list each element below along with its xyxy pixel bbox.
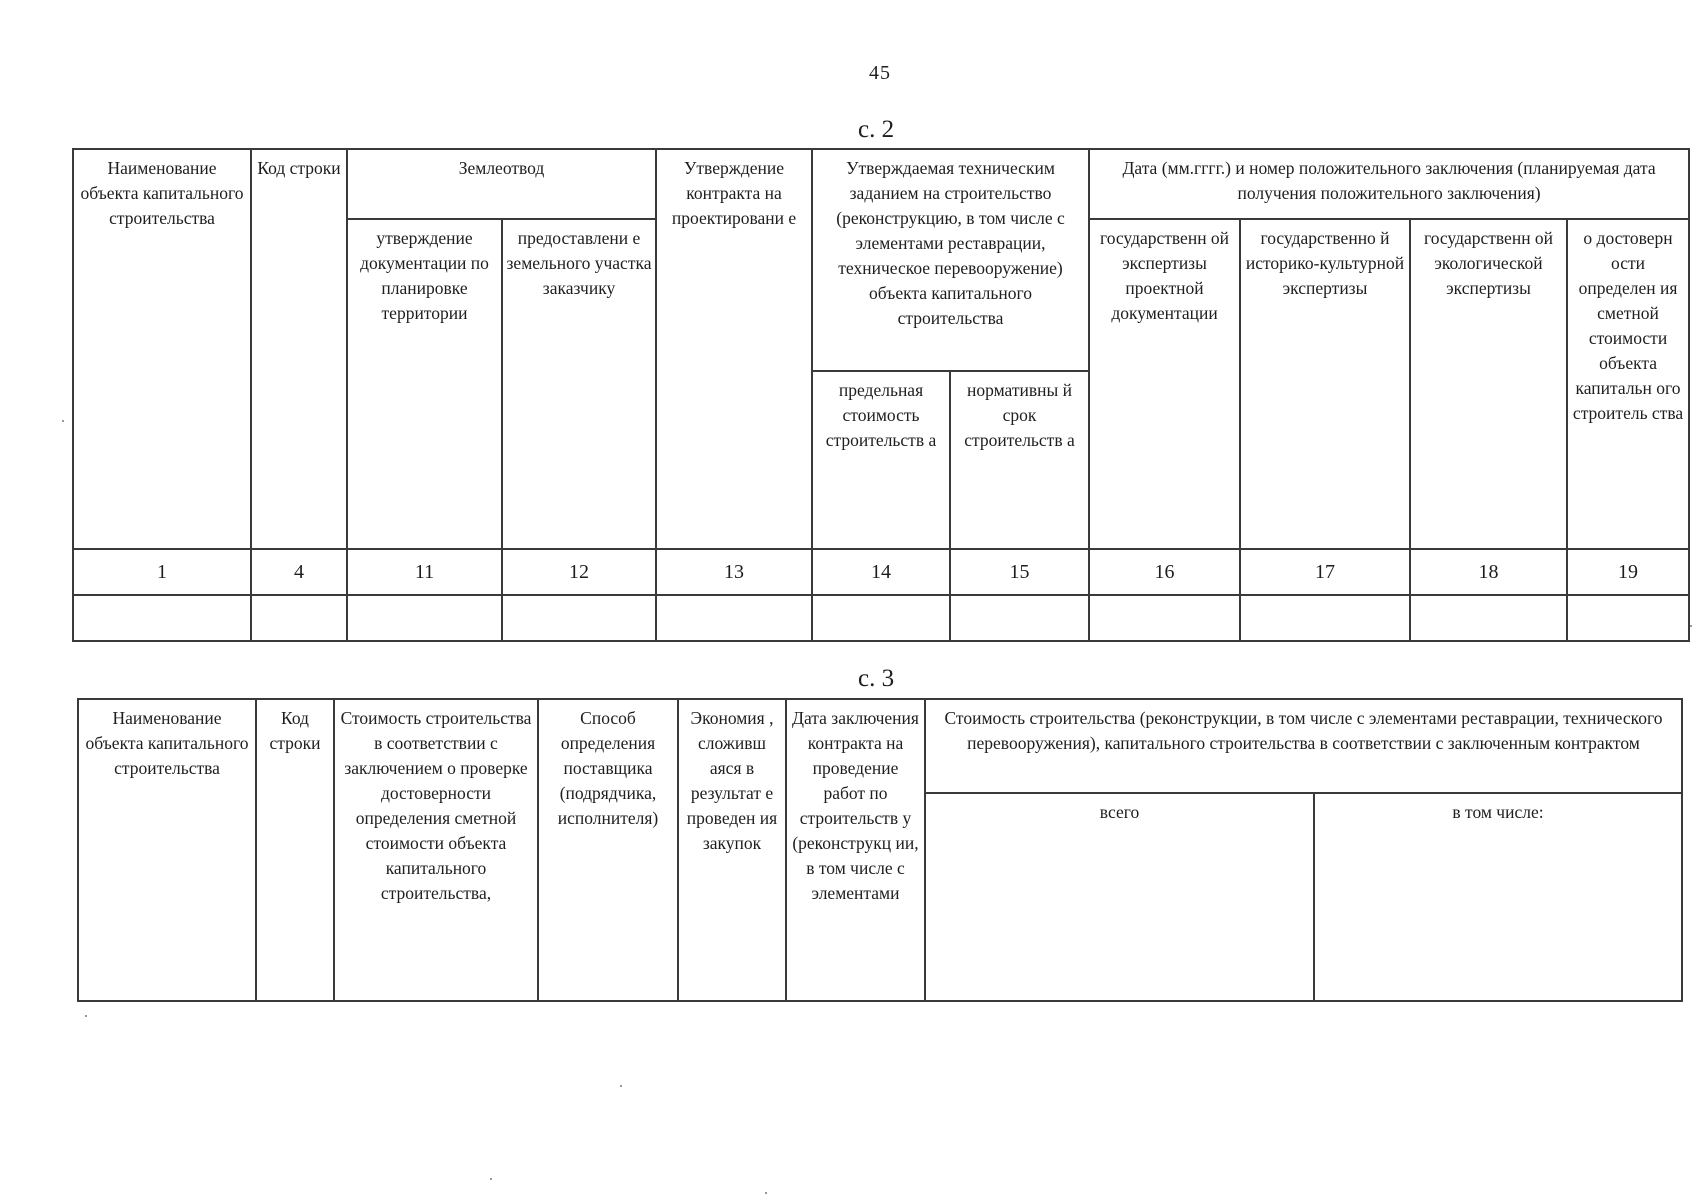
empty-cell bbox=[1089, 595, 1240, 641]
header-cost-reliability: о достоверн ости определен ия сметной стоимости объекта капитальн ого строитель ства bbox=[1567, 219, 1689, 549]
empty-cell bbox=[502, 595, 656, 641]
column-number: 13 bbox=[656, 549, 812, 595]
header-state-expertise-project: государственн ой экспертизы проектной документации bbox=[1089, 219, 1240, 549]
header-normative-term: нормативны й срок строительств а bbox=[950, 371, 1089, 549]
empty-cell bbox=[251, 595, 347, 641]
header-including: в том числе: bbox=[1314, 793, 1682, 1001]
page-number: 45 bbox=[869, 62, 891, 84]
header-cost-limit: предельная стоимость строительств а bbox=[812, 371, 950, 549]
empty-cell bbox=[1567, 595, 1689, 641]
sheet-2-table bbox=[72, 148, 1690, 642]
empty-cell bbox=[1240, 595, 1410, 641]
empty-cell bbox=[950, 595, 1089, 641]
header-state-ecological-expertise: государственн ой экологической экспертизы bbox=[1410, 219, 1567, 549]
header-land-provision: предоставлени е земельного участка заказчику bbox=[502, 219, 656, 549]
column-number: 16 bbox=[1089, 549, 1240, 595]
scan-speck bbox=[1690, 625, 1692, 627]
column-number: 17 bbox=[1240, 549, 1410, 595]
column-number: 19 bbox=[1567, 549, 1689, 595]
header-total: всего bbox=[925, 793, 1314, 1001]
empty-cell bbox=[347, 595, 502, 641]
header-supplier-method: Способ определения поставщика (подрядчика, исполнителя) bbox=[538, 699, 678, 1001]
sheet-3-table bbox=[77, 698, 1683, 1002]
scan-speck bbox=[62, 420, 64, 422]
scan-speck bbox=[620, 1085, 622, 1087]
header-land-allotment: Землеотвод bbox=[347, 149, 656, 219]
sheet-label-p3: с. 3 bbox=[858, 665, 895, 692]
column-number: 4 bbox=[251, 549, 347, 595]
empty-cell bbox=[656, 595, 812, 641]
header-cost-per-check: Стоимость строительства в соответствии с заключением о проверке достоверности определения сметной стоимости объекта капитального строительства, bbox=[334, 699, 538, 1001]
header-object-name: Наименование объекта капитального строительства bbox=[78, 699, 256, 1001]
column-number: 15 bbox=[950, 549, 1089, 595]
empty-cell bbox=[73, 595, 251, 641]
header-state-historical-expertise: государственно й историко-культурной экспертизы bbox=[1240, 219, 1410, 549]
header-object-name: Наименование объекта капитального строительства bbox=[73, 149, 251, 549]
column-number: 11 bbox=[347, 549, 502, 595]
column-number: 18 bbox=[1410, 549, 1567, 595]
column-number: 12 bbox=[502, 549, 656, 595]
scan-speck bbox=[490, 1178, 492, 1180]
header-contract-cost: Стоимость строительства (реконструкции, в том числе с элементами реставрации, технического перевооружения), капитального строительства в соответствии с заключенным контрактом bbox=[925, 699, 1682, 793]
header-design-contract: Утверждение контракта на проектировани е bbox=[656, 149, 812, 549]
header-line-code: Код строки bbox=[256, 699, 334, 1001]
scan-speck bbox=[765, 1192, 767, 1194]
header-contract-date: Дата заключения контракта на проведение работ по строительств у (реконструкц ии, в том числе с элементами bbox=[786, 699, 925, 1001]
header-tech-task: Утверждаемая техническим заданием на строительство (реконструкцию, в том числе с элементами реставрации, техническое перевооружение) объекта капитального строительства bbox=[812, 149, 1089, 371]
header-line-code: Код строки bbox=[251, 149, 347, 549]
header-conclusion-date: Дата (мм.гггг.) и номер положительного заключения (планируемая дата получения положительного заключения) bbox=[1089, 149, 1689, 219]
empty-cell bbox=[1410, 595, 1567, 641]
header-savings: Экономия , сложивш аяся в результат е проведен ия закупок bbox=[678, 699, 786, 1001]
sheet-label-p2: с. 2 bbox=[858, 116, 895, 143]
column-number: 14 bbox=[812, 549, 950, 595]
column-number: 1 bbox=[73, 549, 251, 595]
empty-cell bbox=[812, 595, 950, 641]
header-land-documentation: утверждение документации по планировке территории bbox=[347, 219, 502, 549]
scan-speck bbox=[85, 1015, 87, 1017]
